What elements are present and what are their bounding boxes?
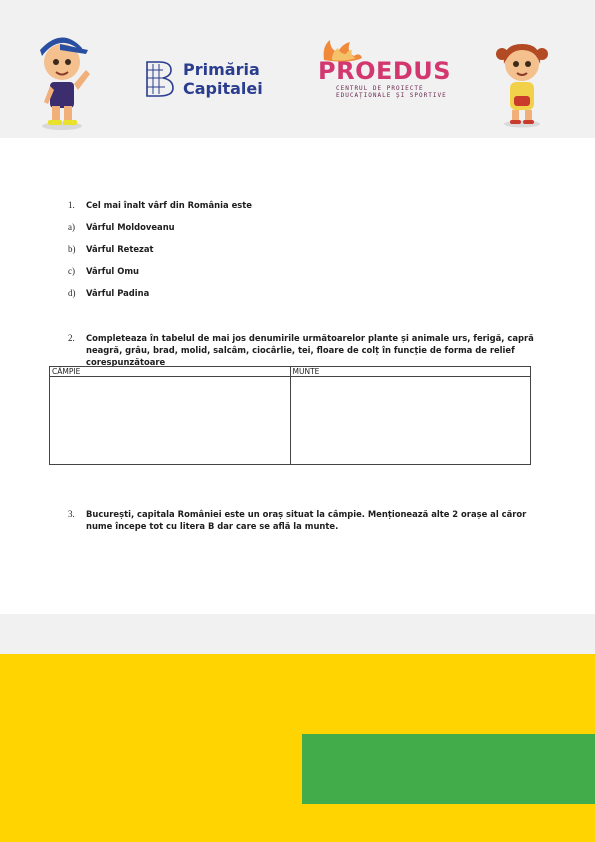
header-band: [0, 0, 595, 138]
question-1-text: Cel mai înalt vârf din România este: [86, 200, 252, 210]
girl-character-illustration: [488, 36, 556, 128]
question-3-text: București, capitala României este un oraș situat la câmpie. Menționează alte 2 orașe al căror nume începe tot cu litera B dar care se află la munte.: [86, 509, 527, 531]
question-1-number: 1.: [68, 200, 75, 210]
boy-character-illustration: [30, 22, 100, 132]
question-3-number: 3.: [68, 509, 75, 519]
primaria-capitalei-logo: [143, 60, 273, 100]
relief-table: [49, 366, 531, 465]
proedus-subtitle-line1: CENTRUL DE PROIECTE: [336, 85, 424, 92]
relief-table-header-munte: MUNTE: [290, 367, 531, 377]
option-letter: c): [68, 266, 75, 276]
option-letter: b): [68, 244, 76, 254]
footer-gray-band: [0, 614, 595, 654]
option-letter: d): [68, 288, 76, 298]
proedus-wordmark: PROEDUS: [318, 57, 452, 85]
question-2-number: 2.: [68, 333, 75, 343]
relief-table-header-campie: CÂMPIE: [50, 367, 291, 377]
primaria-logo-line1: Primăria: [183, 60, 260, 79]
question-2-text: Completeaza în tabelul de mai jos denumirile următoarelor plante și animale urs, ferigă, capră neagră, grâu, brad, molid, salcâm, ciocârlie, tei, floare de colț în funcție de forma de relief corespunzătoare: [86, 333, 534, 367]
relief-table-answer-row: [50, 377, 531, 465]
primaria-logo-line2: Capitalei: [183, 79, 263, 98]
option-text: Vârful Padina: [86, 288, 150, 298]
proedus-logo: [318, 38, 452, 100]
option-text: Vârful Moldoveanu: [86, 222, 175, 232]
proedus-subtitle-line2: EDUCAȚIONALE ȘI SPORTIVE: [336, 92, 447, 99]
option-letter: a): [68, 222, 75, 232]
option-text: Vârful Omu: [86, 266, 140, 276]
option-text: Vârful Retezat: [86, 244, 154, 254]
primaria-b-emblem-icon: [143, 60, 175, 98]
proedus-subtitle: [336, 85, 447, 99]
footer-green-block: [302, 734, 595, 804]
relief-table-cell-campie[interactable]: [50, 377, 291, 465]
relief-table-cell-munte[interactable]: [290, 377, 531, 465]
relief-table-header-row: [50, 367, 531, 377]
